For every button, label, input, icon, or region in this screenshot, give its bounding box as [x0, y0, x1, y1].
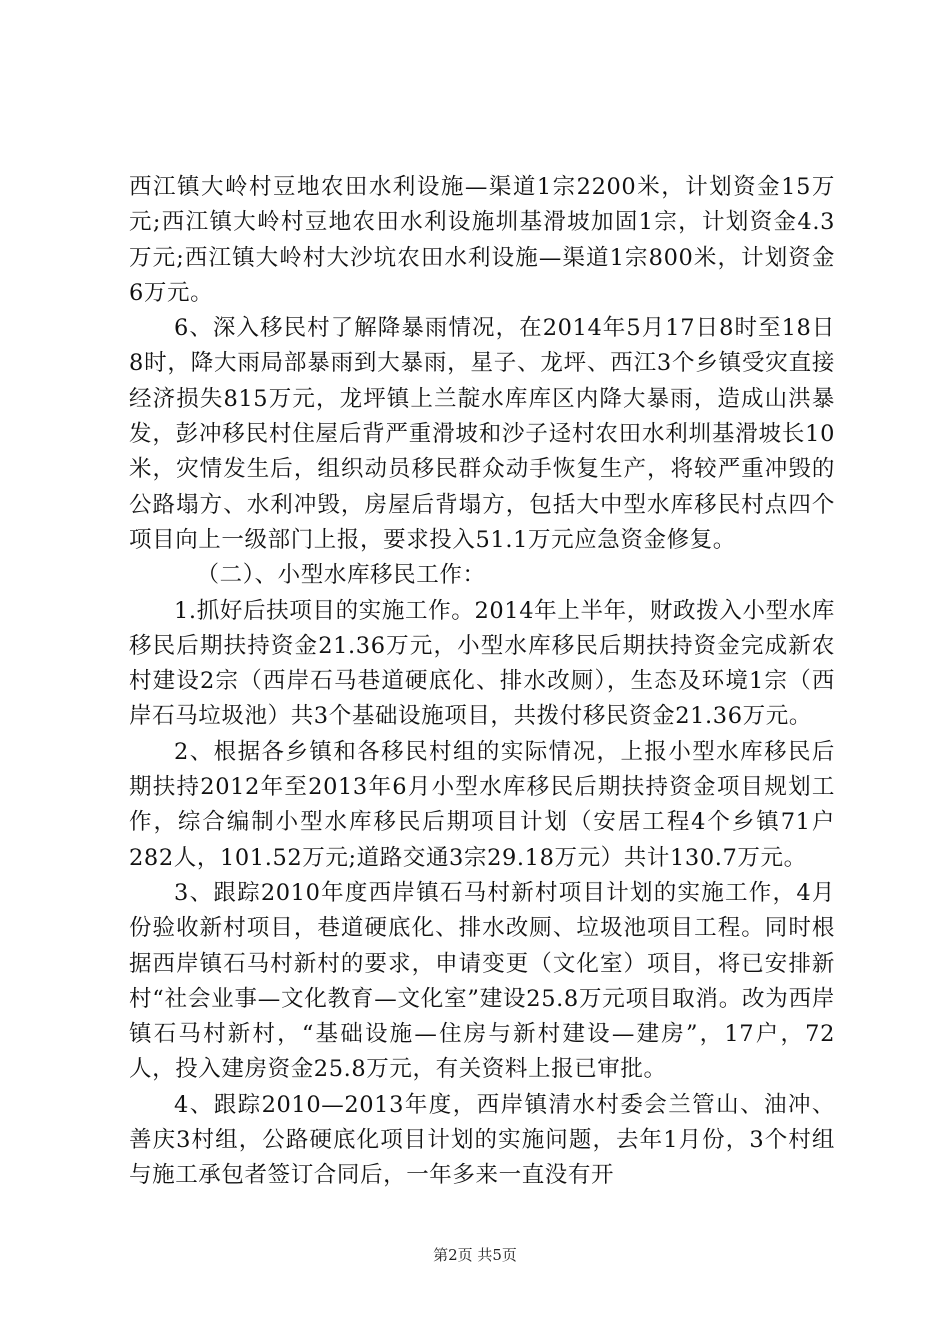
section-heading-small-reservoir: （二）、小型水库移民工作：	[196, 562, 486, 589]
paragraph-item-6: 6、深入移民村了解降暴雨情况，在2014年5月17日8时至18日8时，降大雨局部暴雨到大暴雨，星子、龙坪、西江3个乡镇受灾直接经济损失815万元，龙坪镇上兰靛水库库区内降大暴雨，造成山洪暴发，彭冲移民村住屋后背严重滑坡和沙子迳村农田水利圳基滑坡长10米，灾情发生后，组织动员移民群众动手恢复生产，将较严重冲毁的公路塌方、水利冲毁，房屋后背塌方，包括大中型水库移民村点四个项目向上一级部门上报，要求投入51.1万元应急资金修复。	[129, 315, 835, 553]
paragraph-continuation: 西江镇大岭村豆地农田水利设施—渠道1宗2200米，计划资金15万元;西江镇大岭村豆地农田水利设施圳基滑坡加固1宗，计划资金4.3万元;西江镇大岭村大沙坑农田水利设施—渠道1宗800米，计划资金6万元。	[129, 174, 835, 306]
page-footer: 第2页 共5页	[433, 1246, 517, 1264]
paragraph-item-1: 1.抓好后扶项目的实施工作。2014年上半年，财政拨入小型水库移民后期扶持资金21.36万元，小型水库移民后期扶持资金完成新农村建设2宗（西岸石马巷道硬底化、排水改厕），生态及环境1宗（西岸石马垃圾池）共3个基础设施项目，共拨付移民资金21.36万元。	[129, 597, 835, 730]
document-body	[129, 170, 835, 1194]
paragraph-item-4: 4、跟踪2010—2013年度，西岸镇清水村委会兰管山、油冲、善庆3村组，公路硬底化项目计划的实施问题，去年1月份，3个村组与施工承包者签订合同后，一年多来一直没有开	[129, 1091, 835, 1189]
paragraph-item-2: 2、根据各乡镇和各移民村组的实际情况，上报小型水库移民后期扶持2012年至2013年6月小型水库移民后期扶持资金项目规划工作，综合编制小型水库移民后期项目计划（安居工程4个乡镇71户282人，101.52万元;道路交通3宗29.18万元）共计130.7万元。	[129, 738, 835, 871]
paragraph-item-3: 3、跟踪2010年度西岸镇石马村新村项目计划的实施工作，4月份验收新村项目，巷道硬底化、排水改厕、垃圾池项目工程。同时根据西岸镇石马村新村的要求，申请变更（文化室）项目，将已安排新村“社会业事—文化教育—文化室”建设25.8万元项目取消。改为西岸镇石马村新村，“基础设施—住房与新村建设—建房”，17户，72人，投入建房资金25.8万元，有关资料上报已审批。	[129, 879, 835, 1083]
